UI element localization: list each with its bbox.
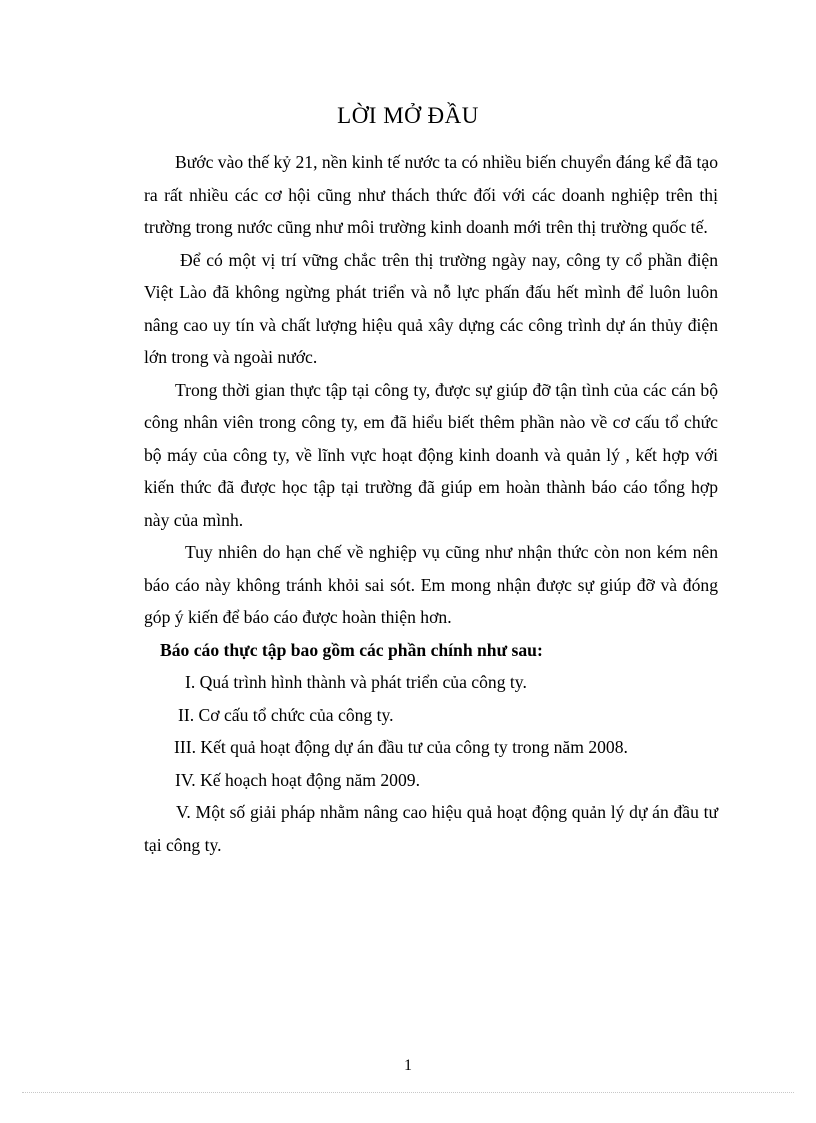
page-number: 1 [404, 1057, 412, 1074]
paragraph-internship: Trong thời gian thực tập tại công ty, được sự giúp đỡ tận tình của các cán bộ công nhân viên trong công ty, em đã hiểu biết thêm phần nào về cơ cấu tổ chức bộ máy của công ty, về lĩnh vực hoạt động kinh doanh và quản lý , kết hợp với kiến thức đã được học tập tại trường đã giúp em hoàn thành báo cáo tổng hợp này của mình. [144, 379, 718, 530]
paragraph-limitations: Tuy nhiên do hạn chế về nghiệp vụ cũng như nhận thức còn non kém nên báo cáo này không tránh khỏi sai sót. Em mong nhận được sự giúp đỡ và đóng góp ý kiến để báo cáo được hoàn thiện hơn. [144, 542, 718, 627]
page-bottom-divider [22, 1092, 794, 1093]
list-item: IV. Kế hoạch hoạt động năm 2009. [175, 769, 420, 790]
paragraph-company-position: Để có một vị trí vững chắc trên thị trường ngày nay, công ty cổ phần điện Việt Lào đã không ngừng phát triển và nỗ lực phấn đấu hết mình để luôn luôn nâng cao uy tín và chất lượng hiệu quả xây dựng các công trình dự án thủy điện lớn trong và ngoài nước. [144, 249, 718, 367]
list-item: I. Quá trình hình thành và phát triển của công ty. [185, 672, 527, 692]
parts-heading: Báo cáo thực tập bao gồm các phần chính như sau: [160, 639, 543, 660]
list-item: V. Một số giải pháp nhằm nâng cao hiệu quả hoạt động quản lý dự án đầu tư tại công ty. [144, 802, 718, 855]
paragraph-intro: Bước vào thế kỷ 21, nền kinh tế nước ta có nhiều biến chuyển đáng kể đã tạo ra rất nhiều các cơ hội cũng như thách thức đối với các doanh nghiệp trên thị trường trong nước cũng như môi trường kinh doanh mới trên thị trường quốc tế. [144, 152, 718, 237]
page-title: LỜI MỞ ĐẦU [337, 103, 479, 128]
list-item: II. Cơ cấu tổ chức của công ty. [178, 704, 394, 725]
document-body [144, 146, 718, 861]
list-item: III. Kết quả hoạt động dự án đầu tư của công ty trong năm 2008. [174, 737, 628, 757]
parts-list [144, 666, 718, 861]
